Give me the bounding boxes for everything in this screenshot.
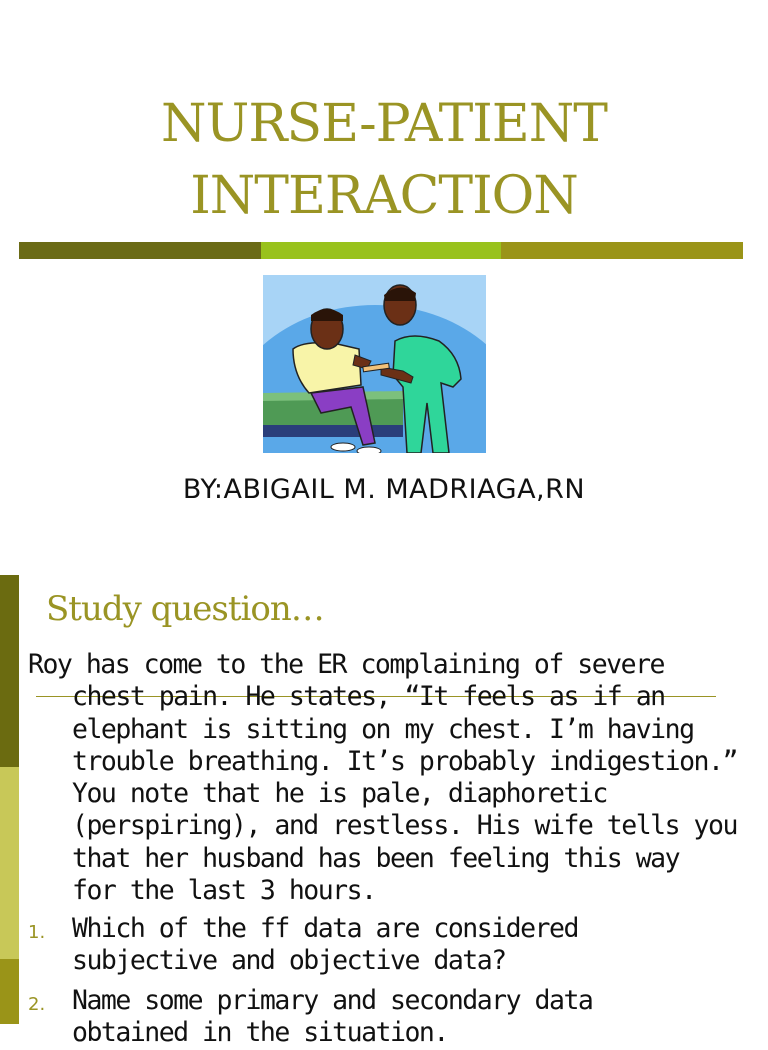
slide-title — [0, 88, 768, 232]
paragraph-line: chest pain. He states, “It feels as if an — [72, 681, 665, 713]
paragraph-line: You note that he is pale, diaphoretic — [72, 778, 607, 810]
question-line: Name some primary and secondary data — [72, 985, 593, 1016]
sidebar-segment-light — [0, 767, 19, 959]
sidebar-segment-olive — [0, 959, 19, 1024]
question-item-2 — [28, 985, 748, 1050]
author-byline: BY:ABIGAIL M. MADRIAGA,RN — [182, 474, 586, 505]
title-band-lime — [261, 242, 501, 259]
paragraph-line: elephant is sitting on my chest. I’m having — [72, 713, 694, 745]
paragraph-line: trouble breathing. It’s probably indigestion.” — [72, 745, 737, 777]
study-question-slide — [0, 575, 768, 1049]
paragraph-line: for the last 3 hours. — [72, 875, 376, 907]
question-line: obtained in the situation. — [72, 1017, 448, 1049]
nurse-injection-illustration — [263, 275, 486, 453]
title-line-1: NURSE-PATIENT — [161, 94, 607, 154]
title-band-dark — [19, 242, 261, 259]
paragraph-line: Roy has come to the ER complaining of severe — [28, 649, 664, 680]
question-line: subjective and objective data? — [72, 945, 506, 977]
question-line: Which of the ff data are considered — [72, 913, 578, 944]
sidebar-bar — [0, 575, 19, 1024]
paragraph-line: (perspiring), and restless. His wife tells you — [72, 810, 737, 842]
question-item-1 — [28, 913, 748, 978]
sidebar-segment-dark — [0, 575, 19, 767]
scenario-paragraph — [28, 649, 748, 907]
paragraph-line: that her husband has been feeling this way — [72, 842, 680, 874]
title-line-2: INTERACTION — [190, 166, 578, 226]
slide-heading: Study question… — [46, 589, 324, 629]
question-number: 2. — [28, 994, 46, 1015]
question-number: 1. — [28, 922, 46, 943]
title-band-olive — [501, 242, 743, 259]
